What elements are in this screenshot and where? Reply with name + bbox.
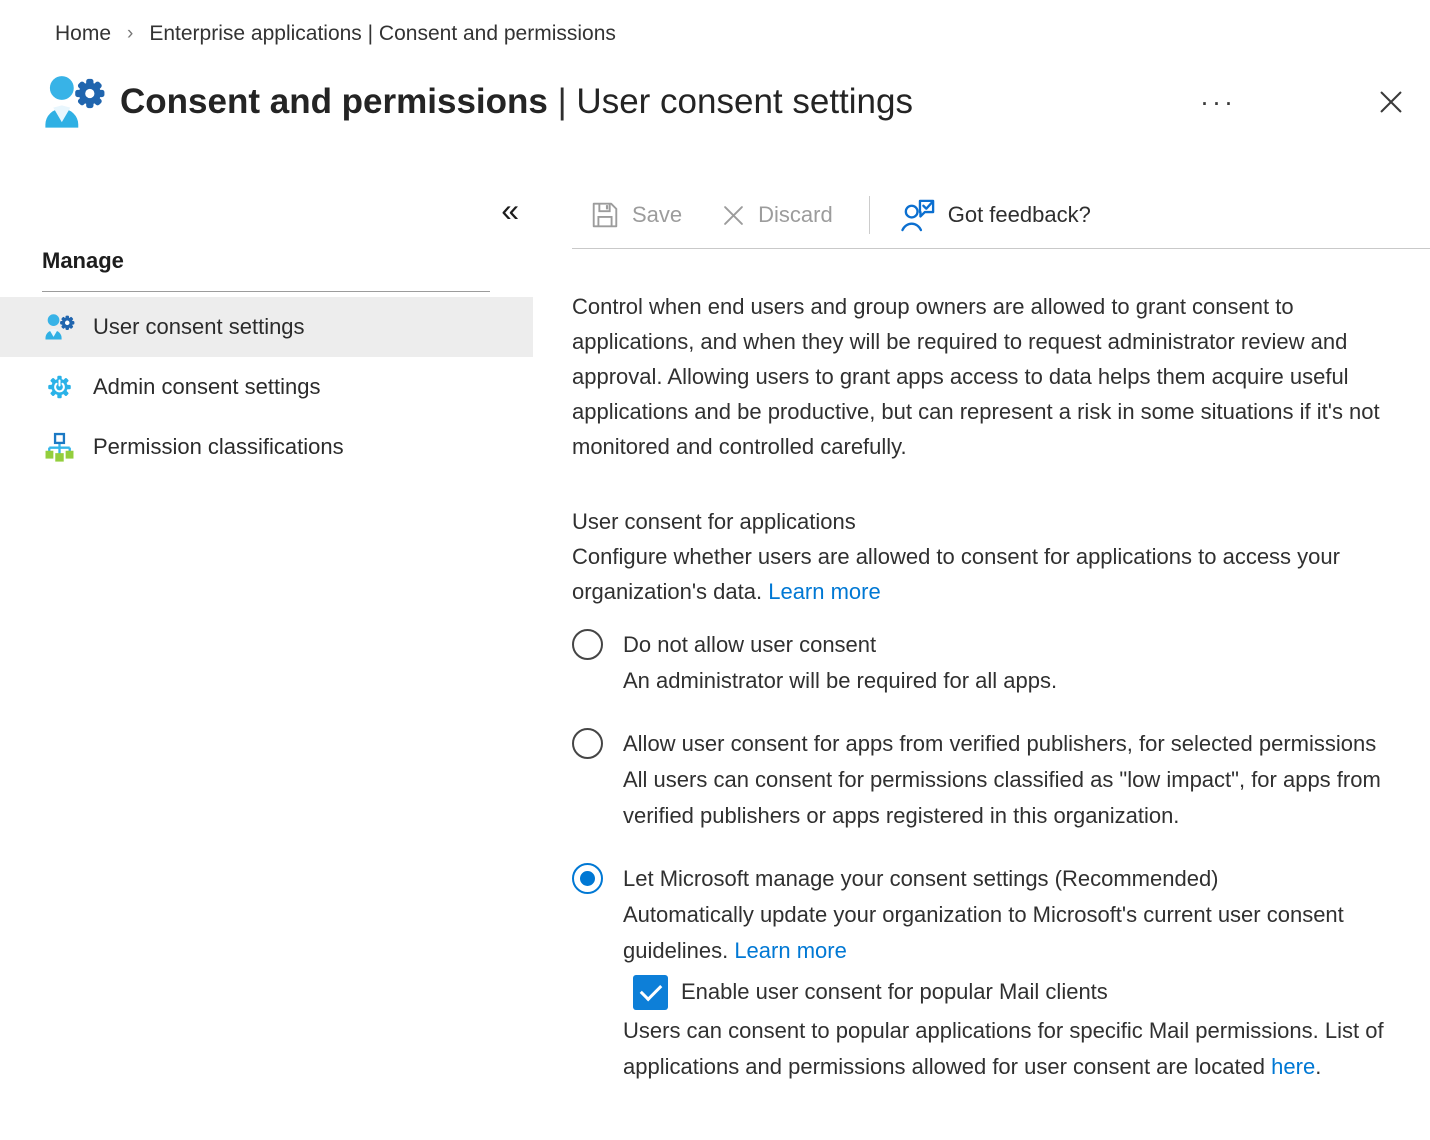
section-description-text: Configure whether users are allowed to consent for applications to access your organization's data. xyxy=(572,544,1340,604)
person-gear-icon xyxy=(42,74,106,130)
section-title: User consent for applications xyxy=(572,509,856,534)
sidebar-item-admin-consent-settings[interactable] xyxy=(0,357,533,417)
page-header xyxy=(0,74,1430,130)
mail-clients-row xyxy=(633,974,1409,1010)
option-description-text: Automatically update your organization to Microsoft's current user consent guidelines. xyxy=(623,902,1344,963)
option-description: All users can consent for permissions classified as "low impact", for apps from verified publishers or apps registered in this organization. xyxy=(623,767,1381,828)
mail-clients-note xyxy=(623,1013,1409,1085)
radio-verified-publishers[interactable] xyxy=(572,728,603,759)
option-microsoft-managed xyxy=(572,861,1430,1085)
got-feedback-button[interactable] xyxy=(900,197,1091,233)
discard-button-label: Discard xyxy=(758,202,833,227)
learn-more-link[interactable]: Learn more xyxy=(768,579,881,604)
note-period: . xyxy=(1315,1054,1322,1079)
radio-do-not-allow[interactable] xyxy=(572,629,603,660)
discard-button[interactable] xyxy=(720,202,833,229)
toolbar-divider xyxy=(572,248,1430,249)
breadcrumb-home-link[interactable]: Home xyxy=(55,22,112,45)
sidebar-item-permission-classifications[interactable] xyxy=(0,417,533,477)
save-button[interactable] xyxy=(589,199,682,231)
toolbar-separator xyxy=(869,196,870,234)
sidebar xyxy=(0,186,533,1085)
sidebar-item-label: User consent settings xyxy=(93,314,305,339)
breadcrumb-current-link[interactable]: Enterprise applications | Consent and permissions xyxy=(149,22,616,45)
mail-clients-checkbox[interactable] xyxy=(633,975,668,1010)
close-icon[interactable] xyxy=(1376,87,1406,117)
sidebar-item-user-consent-settings[interactable] xyxy=(0,297,533,357)
sidebar-section-heading: Manage xyxy=(42,248,124,273)
mail-clients-checkbox-label: Enable user consent for popular Mail clients xyxy=(681,979,1108,1004)
feedback-person-icon xyxy=(900,197,937,233)
save-icon xyxy=(589,199,621,231)
page-title-separator: | xyxy=(547,82,577,121)
sidebar-divider xyxy=(42,291,490,292)
intro-paragraph: Control when end users and group owners are allowed to grant consent to applications, and when they will be required to request administrator review and approval. Allowing users to grant apps access to data helps them acquire useful applications and be productive, but can represent a risk in some situations if it's not monitored and controlled carefully. xyxy=(572,294,1380,459)
sidebar-item-label: Permission classifications xyxy=(93,434,344,459)
section-description xyxy=(572,539,1414,609)
page-title-section: User consent settings xyxy=(576,82,913,121)
collapse-sidebar-icon[interactable]: « xyxy=(501,192,519,228)
option-label: Do not allow user consent xyxy=(623,632,877,657)
option-do-not-allow xyxy=(572,627,1430,699)
here-link[interactable]: here xyxy=(1271,1054,1316,1079)
gear-sync-icon xyxy=(44,372,75,402)
more-options-icon[interactable]: ··· xyxy=(1200,86,1236,117)
option-verified-publishers xyxy=(572,726,1430,834)
option-description: An administrator will be required for all apps. xyxy=(623,668,1058,693)
feedback-button-label: Got feedback? xyxy=(947,202,1091,227)
page-title-blade: Consent and permissions xyxy=(120,82,548,121)
breadcrumb xyxy=(0,0,1430,48)
note-text: Users can consent to popular applications for specific Mail permissions. List of applications and permissions allowed for user consent are located xyxy=(623,1018,1384,1079)
person-gear-icon xyxy=(44,312,75,342)
toolbar xyxy=(572,190,1430,240)
save-button-label: Save xyxy=(632,202,683,227)
page-title xyxy=(120,82,913,122)
option-label: Let Microsoft manage your consent settings (Recommended) xyxy=(623,866,1219,891)
breadcrumb-chevron-icon: › xyxy=(127,23,134,44)
option-description xyxy=(623,897,1409,969)
section-heading xyxy=(572,504,1414,609)
learn-more-link[interactable]: Learn more xyxy=(734,938,847,963)
radio-microsoft-managed[interactable] xyxy=(572,863,603,894)
sidebar-item-label: Admin consent settings xyxy=(93,374,321,399)
discard-x-icon xyxy=(720,202,747,229)
option-label: Allow user consent for apps from verified publishers, for selected permissions xyxy=(623,731,1377,756)
main-panel xyxy=(533,186,1430,1085)
org-chart-icon xyxy=(44,432,75,462)
